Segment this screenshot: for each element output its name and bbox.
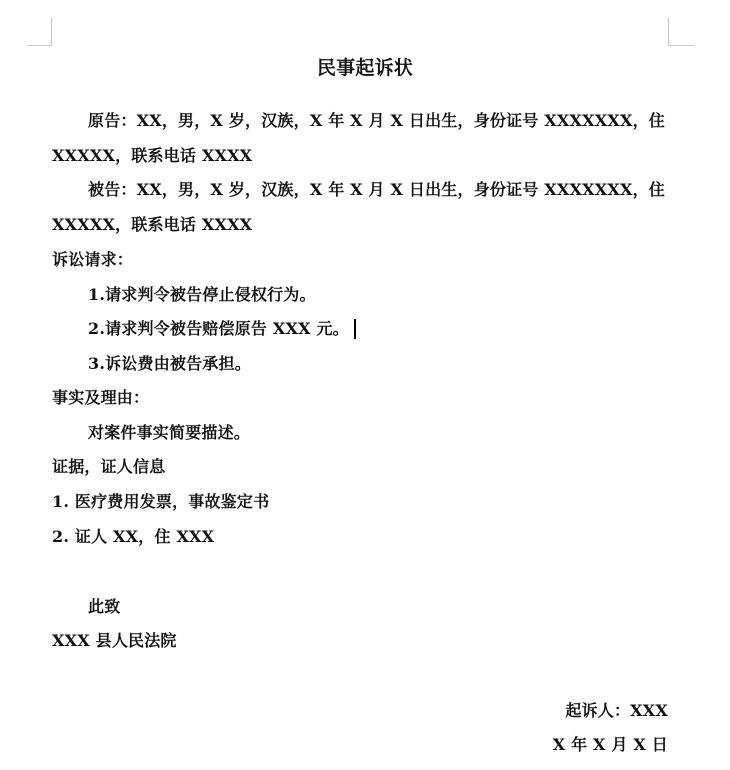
- margin-mark-top-left: [27, 18, 52, 46]
- defendant-line-2: XXXXX，联系电话 XXXX: [52, 215, 253, 234]
- court-name: XXX 县人民法院: [52, 631, 177, 650]
- claim-item-2: 2.请求判令被告赔偿原告 XXX 元。: [88, 319, 349, 338]
- facts-body: 对案件事实简要描述。: [88, 423, 251, 442]
- evidence-item-1: 1. 医疗费用发票，事故鉴定书: [52, 492, 270, 511]
- margin-mark-top-right: [668, 18, 694, 46]
- plaintiff-line-1: 原告：XX，男，X 岁，汉族，X 年 X 月 X 日出生，身份证号 XXXXXXX，住: [88, 111, 665, 130]
- facts-heading: 事实及理由：: [52, 388, 150, 407]
- text-cursor: [354, 319, 356, 339]
- signature-line: 起诉人：XXX: [565, 701, 668, 720]
- document-title: 民事起诉状: [316, 57, 413, 79]
- date-line: X 年 X 月 X 日: [552, 735, 668, 754]
- claim-item-1: 1.请求判令被告停止侵权行为。: [88, 285, 316, 304]
- evidence-heading: 证据，证人信息: [52, 457, 166, 476]
- defendant-line-1: 被告：XX，男，X 岁，汉族，X 年 X 月 X 日出生，身份证号 XXXXXXX，住: [88, 180, 665, 199]
- claim-item-3: 3.诉讼费由被告承担。: [88, 354, 251, 373]
- evidence-item-2: 2. 证人 XX，住 XXX: [52, 527, 215, 546]
- claims-heading: 诉讼请求：: [52, 250, 134, 269]
- plaintiff-line-2: XXXXX，联系电话 XXXX: [52, 146, 253, 165]
- salutation: 此致: [88, 597, 121, 616]
